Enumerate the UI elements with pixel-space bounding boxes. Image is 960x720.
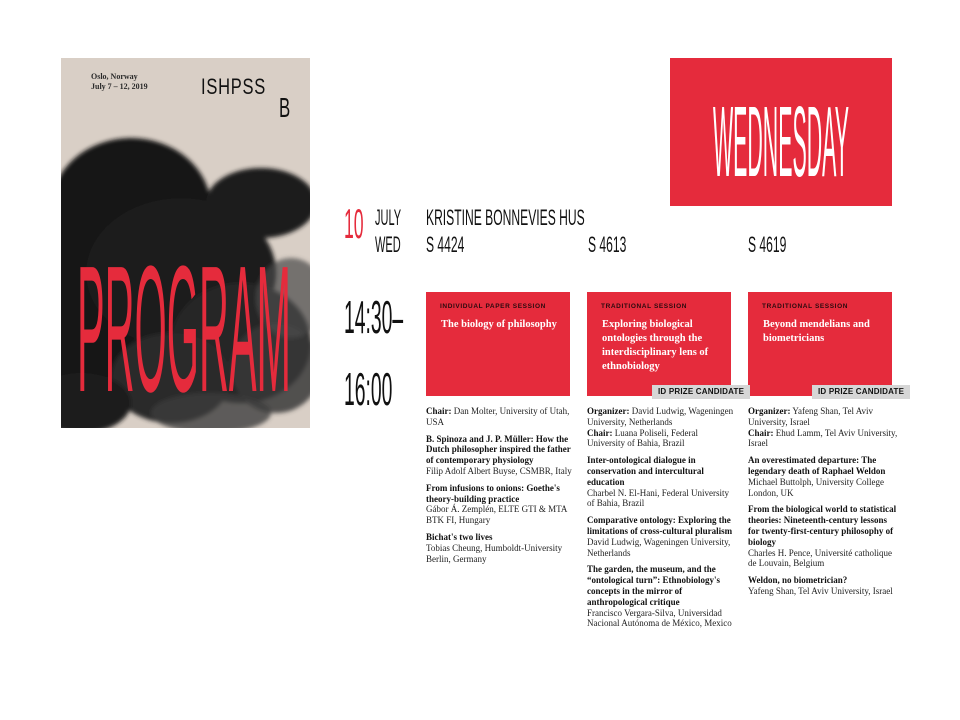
role-label: Organizer:	[587, 406, 630, 416]
role-value: Dan Molter, University of Utah, USA	[426, 406, 570, 427]
session-type: INDIVIDUAL PAPER SESSION	[440, 303, 546, 310]
room-label: S 4613	[588, 232, 627, 257]
program-poster	[61, 58, 310, 428]
room-label: S 4619	[748, 232, 787, 257]
paper-title: Inter-ontological dialogue in conservation and intercultural education	[587, 455, 704, 487]
paper-entry	[587, 455, 737, 509]
poster-org-logo-tail: B	[279, 92, 291, 123]
paper-authors: Gábor Á. Zemplén, ELTE GTI & MTA BTK FI, Hungary	[426, 504, 567, 526]
venue-name: KRISTINE BONNEVIES HUS	[426, 205, 585, 230]
session-type: TRADITIONAL SESSION	[601, 303, 688, 310]
session-role	[748, 406, 898, 428]
prize-badge: ID PRIZE CANDIDATE	[652, 385, 750, 399]
session-details	[426, 406, 576, 570]
paper-entry	[426, 434, 576, 477]
paper-authors: David Ludwig, Wageningen University, Netherlands	[587, 536, 731, 558]
room-label: S 4424	[426, 232, 465, 257]
session-details	[587, 406, 737, 635]
poster-program-text: PROGRAM	[77, 229, 291, 406]
paper-authors: Filip Adolf Albert Buyse, CSMBR, Italy	[426, 465, 572, 476]
paper-title: B. Spinoza and J. P. Müller: How the Dutch philosopher inspired the father of contemporary physiology	[426, 433, 571, 466]
paper-title: Weldon, no biometrician?	[748, 575, 848, 586]
poster-org-logo: ISHPSS	[201, 74, 267, 99]
weekday-banner	[670, 58, 892, 206]
session-role	[587, 406, 737, 428]
session-title: Beyond mendelians and biometricians	[763, 319, 870, 344]
paper-title: From the biological world to statistical theories: Nineteenth-century lessons for twenty-first-century philosophy of biology	[748, 504, 897, 547]
poster-location-dates: Oslo, Norway July 7 – 12, 2019	[91, 72, 148, 91]
prize-badge: ID PRIZE CANDIDATE	[812, 385, 910, 399]
role-label: Chair:	[426, 406, 452, 416]
paper-authors: Yafeng Shan, Tel Aviv University, Israel	[748, 585, 893, 596]
paper-entry	[748, 575, 898, 597]
session-card	[587, 292, 731, 396]
paper-title: The garden, the museum, and the “ontological turn”: Ethnobiology's concepts in the mirror of anthropological critique	[587, 564, 721, 607]
date-weekday: WED	[375, 232, 401, 257]
paper-entry	[426, 532, 576, 564]
role-label: Organizer:	[748, 406, 791, 416]
paper-authors: Tobias Cheung, Humboldt-University Berlin, Germany	[426, 542, 563, 564]
paper-title: Bichat's two lives	[426, 531, 493, 542]
date-number: 10	[344, 200, 364, 247]
paper-title: An overestimated departure: The legendary death of Raphael Weldon	[748, 455, 886, 476]
paper-entry	[587, 564, 737, 629]
session-card	[748, 292, 892, 396]
session-details	[748, 406, 898, 603]
role-value: Luana Poliseli, Federal University of Bahia, Brazil	[587, 427, 698, 449]
paper-authors: Michael Buttolph, University College London, UK	[748, 476, 884, 498]
poster-program-word	[61, 146, 309, 406]
session-type: TRADITIONAL SESSION	[762, 303, 849, 310]
session-title: Exploring biological ontologies through the interdisciplinary lens of ethnobiology	[602, 319, 709, 372]
paper-authors: Francisco Vergara-Silva, Universidad Nacional Autónoma de México, Mexico	[587, 607, 732, 629]
paper-authors: Charles H. Pence, Université catholique de Louvain, Belgium	[748, 547, 892, 569]
role-value: Ehud Lamm, Tel Aviv University, Israel	[748, 427, 898, 449]
role-label: Chair:	[587, 427, 613, 438]
time-start: 14:30–	[344, 291, 404, 343]
paper-title: Comparative ontology: Exploring the limitations of cross-cultural pluralism	[587, 515, 733, 536]
paper-entry	[748, 504, 898, 569]
time-end: 16:00	[344, 363, 393, 415]
session-title: The biology of philosophy	[441, 319, 557, 330]
role-value: Yafeng Shan, Tel Aviv University, Israel	[748, 406, 874, 427]
role-label: Chair:	[748, 427, 774, 438]
session-role	[748, 428, 898, 450]
session-card	[426, 292, 570, 396]
paper-title: From infusions to onions: Goethe's theory-building practice	[426, 482, 560, 504]
paper-authors: Charbel N. El-Hani, Federal University of Bahia, Brazil	[587, 487, 729, 509]
paper-entry	[426, 483, 576, 526]
paper-entry	[748, 455, 898, 498]
paper-entry	[587, 515, 737, 558]
role-value: David Ludwig, Wageningen University, Netherlands	[587, 406, 734, 427]
weekday-banner-text: WEDNESDAY	[713, 86, 849, 198]
date-month: JULY	[375, 205, 402, 230]
session-role	[426, 406, 576, 428]
session-role	[587, 428, 737, 450]
